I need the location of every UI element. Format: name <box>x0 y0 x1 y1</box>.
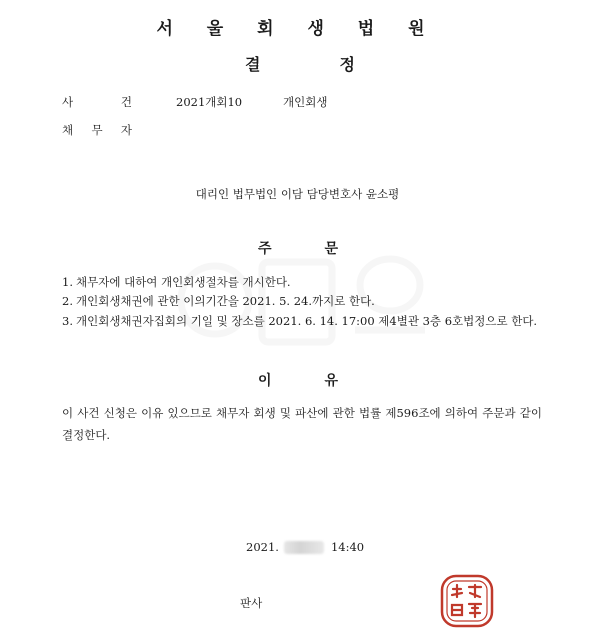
order-item <box>62 272 542 292</box>
order-item-text: 채무자에 대하여 개인회생절차를 개시한다. <box>76 275 291 289</box>
order-item-text: 개인회생채권에 관한 이의기간을 2021. 5. 24.까지로 한다. <box>76 294 375 308</box>
judge-label: 판사 <box>240 596 263 610</box>
debtor-label-char: 자 <box>120 123 132 137</box>
order-title-char: 주 <box>258 241 272 257</box>
reason-title <box>258 370 338 390</box>
case-name: 개인회생 <box>283 95 328 109</box>
order-item <box>62 311 542 331</box>
document-type-char: 정 <box>339 55 355 74</box>
reason-text: 이 사건 신청은 이유 있으므로 채무자 회생 및 파산에 관한 법률 제596조에 의하여 주문과 같이 결정한다. <box>62 406 542 442</box>
order-item-text: 개인회생채권자집회의 기일 및 장소를 2021. 6. 14. 17:00 제4별관 3층 6호법정으로 한다. <box>76 314 538 328</box>
decision-year: 2021. <box>246 540 279 554</box>
case-label-char: 건 <box>120 95 132 109</box>
order-title <box>258 238 338 258</box>
debtor-label <box>62 122 132 138</box>
reason-title-char: 이 <box>258 373 272 389</box>
document-type <box>245 52 355 75</box>
order-item-number: 2. <box>62 294 73 308</box>
debtor-row <box>62 122 132 138</box>
order-item-number: 3. <box>62 314 73 328</box>
order-item-number: 1. <box>62 275 73 289</box>
debtor-label-char: 채 <box>62 123 74 137</box>
debtor-label-char: 무 <box>91 123 103 137</box>
legal-agent: 대리인 법무법인 이담 담당변호사 윤소평 <box>195 187 400 201</box>
decision-date <box>246 540 364 554</box>
decision-time: 14:40 <box>330 540 365 554</box>
redacted-date <box>284 541 324 554</box>
case-label-char: 사 <box>62 95 74 109</box>
court-seal-icon <box>439 573 495 629</box>
court-name: 서 울 회 생 법 원 <box>156 19 439 39</box>
case-row <box>62 94 132 110</box>
order-title-char: 문 <box>324 241 338 257</box>
case-label <box>62 94 132 110</box>
case-number: 2021개회10 <box>176 95 243 109</box>
order-item <box>62 291 542 311</box>
reason-title-char: 유 <box>324 373 338 389</box>
document-type-char: 결 <box>245 55 261 74</box>
